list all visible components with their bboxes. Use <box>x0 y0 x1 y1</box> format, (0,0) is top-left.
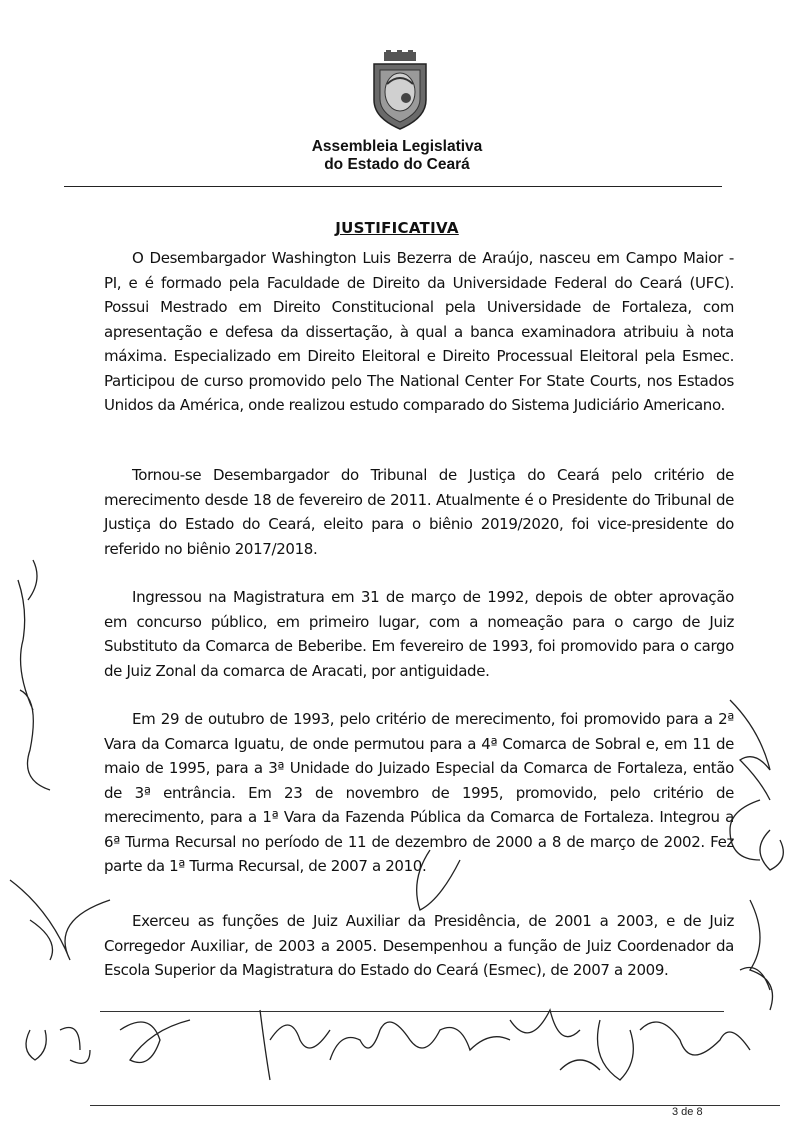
signature-5 <box>510 1010 600 1070</box>
paragraph-4 <box>104 707 734 879</box>
margin-initial-right-1 <box>730 700 770 800</box>
margin-initial-left-1 <box>18 560 50 790</box>
margin-initial-right-2 <box>740 900 773 1010</box>
signature-1 <box>26 1028 90 1064</box>
paragraph-4-text: Em 29 de outubro de 1993, pelo critério de merecimento, foi promovido para a 2ª Vara da Comarca Iguatu, de onde permutou para a 4ª Comarca de Sobral e, em 11 de maio de 1995, para a 3ª Unidade do Juizado Especial da Comarca de Fortaleza, então de 3ª entrância. Em 23 de novembro de 1995, promovido, pelo critério de merecimento, para a 1ª Vara da Fazenda Pública da Comarca de Fortaleza. Integrou a 6ª Turma Recursal no período de 11 de dezembro de 2000 a 8 de março de 2002. Fez parte da 1ª Turma Recursal, de 2007 a 2010. <box>104 710 734 875</box>
margin-stamp-right <box>730 800 783 870</box>
signature-2 <box>120 1020 190 1063</box>
paragraph-2 <box>104 463 734 561</box>
coat-of-arms-icon <box>370 50 430 130</box>
document-title: JUSTIFICATIVA <box>335 219 459 237</box>
signature-4 <box>330 1022 510 1060</box>
org-line-2: do Estado do Ceará <box>324 156 470 173</box>
organization-name <box>0 138 794 174</box>
paragraph-5 <box>104 909 734 983</box>
signature-3 <box>260 1010 330 1080</box>
paragraph-1 <box>104 246 734 418</box>
signature-6 <box>598 1020 751 1080</box>
signature-line <box>100 1011 724 1012</box>
paragraph-1-text: O Desembargador Washington Luis Bezerra de Araújo, nasceu em Campo Maior - PI, e é formado pela Faculdade de Direito da Universidade Federal do Ceará (UFC). Possui Mestrado em Direito Constitucional pela Universidade de Fortaleza, com apresentação e defesa da dissertação, à qual a banca examinadora atribuiu à nota máxima. Especializado em Direito Eleitoral e Direito Processual Eleitoral pela Esmec. Participou de curso promovido pelo The National Center For State Courts, nos Estados Unidos da América, onde realizou estudo comparado do Sistema Judiciário Americano. <box>104 249 734 414</box>
paragraph-5-text: Exerceu as funções de Juiz Auxiliar da Presidência, de 2001 a 2003, e de Juiz Corregedor Auxiliar, de 2003 a 2005. Desempenhou a função de Juiz Coordenador da Escola Superior da Magistratura do Estado do Ceará (Esmec), de 2007 a 2009. <box>104 912 734 979</box>
paragraph-3 <box>104 585 734 683</box>
header-divider <box>64 186 722 187</box>
page-number: 3 de 8 <box>672 1106 703 1118</box>
paragraph-3-text: Ingressou na Magistratura em 31 de março de 1992, depois de obter aprovação em concurso público, em primeiro lugar, com a nomeação para o cargo de Juiz Substituto da Comarca de Beberibe. Em fevereiro de 1993, foi promovido para o cargo de Juiz Zonal da comarca de Aracati, por antiguidade. <box>104 588 734 680</box>
org-line-1: Assembleia Legislativa <box>311 138 483 155</box>
margin-initial-left-2 <box>10 880 110 960</box>
paragraph-2-text: Tornou-se Desembargador do Tribunal de Justiça do Ceará pelo critério de merecimento desde 18 de fevereiro de 2011. Atualmente é o Presidente do Tribunal de Justiça do Estado do Ceará, eleito para o biênio 2019/2020, foi vice-presidente do referido no biênio 2017/2018. <box>104 466 734 558</box>
